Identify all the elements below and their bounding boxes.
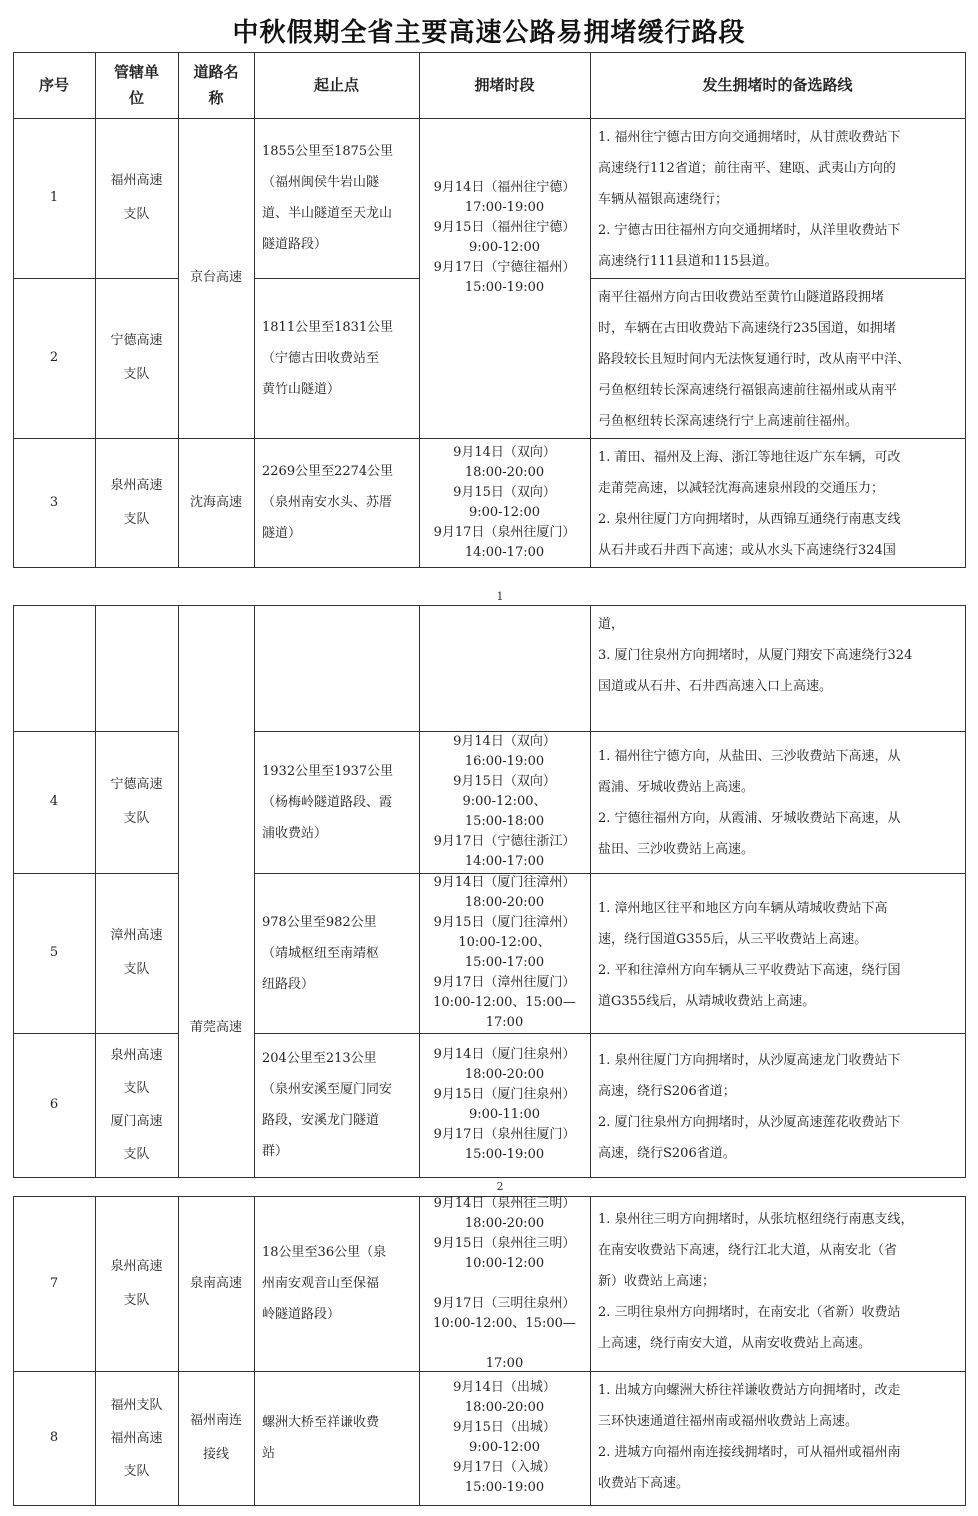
row-seq: 3 bbox=[49, 494, 59, 510]
row-unit: 泉州高速 支队 厦门高速 支队 bbox=[110, 1048, 163, 1162]
row-range: 螺洲大桥至祥谦收费 站 bbox=[262, 1415, 380, 1461]
header-time: 拥堵时段 bbox=[474, 76, 535, 94]
row-unit: 宁德高速 支队 bbox=[110, 777, 163, 826]
row-seq: 8 bbox=[49, 1430, 59, 1445]
row-road: 泉南高速 bbox=[189, 1275, 242, 1291]
row-road: 福州南连 接线 bbox=[189, 1413, 242, 1462]
merged-road-puguan: 莆莞高速 bbox=[189, 1020, 242, 1035]
row-route: 1. 泉州往厦门方向拥堵时，从沙厦高速龙门收费站下 高速，绕行S206省道； 2. 厦门往泉州方向拥堵时，从沙厦高速莲花收费站下 高速，绕行S206省道。 bbox=[598, 1053, 901, 1161]
row-unit: 福州高速 支队 bbox=[110, 173, 163, 222]
row-range: 204公里至213公里 （泉州安溪至厦门同安 路段，安溪龙门隧道 群） bbox=[262, 1051, 393, 1159]
header-road: 道路名称 bbox=[193, 63, 239, 107]
page-number: 2 bbox=[496, 1180, 504, 1193]
row-time: 9月14日（双向） 18:00-20:00 9月15日（双向） 9:00-12:00 9月17日（泉州往厦门） 14:00-17:00 bbox=[433, 444, 576, 560]
row-route: 1. 莆田、福州及上海、浙江等地往返广东车辆，可改 走莆莞高速，以减轻沈海高速泉州段的交通压力； 2. 泉州往厦门方向拥堵时，从西锦互通绕行南惠支线 从石井或石井西下高速；或从水头下高速绕行324国 bbox=[598, 450, 901, 558]
row-seq: 5 bbox=[49, 945, 59, 960]
row-unit: 泉州高速 支队 bbox=[110, 1258, 163, 1308]
row-seq: 1 bbox=[49, 190, 59, 205]
row-range: 1932公里至1937公里 （杨梅岭隧道路段、霞 浦收费站） bbox=[262, 763, 394, 841]
row-road: 沈海高速 bbox=[189, 494, 242, 510]
row-seq: 2 bbox=[49, 350, 59, 365]
row-route: 1. 泉州往三明方向拥堵时，从张坑枢纽绕行南惠支线， 在南安收费站下高速，绕行江北大道，从南安北（省 新）收费站上高速； 2. 三明往泉州方向拥堵时，在南安北（省新）收费站 上高速，绕行南安大道，从南安收费站上高速。 bbox=[598, 1212, 914, 1351]
row-seq: 4 bbox=[49, 794, 59, 809]
row-unit: 福州支队 福州高速 支队 bbox=[110, 1397, 163, 1479]
row-unit: 宁德高速 支队 bbox=[110, 333, 163, 382]
row-range: 1855公里至1875公里 （福州闽侯牛岩山隧 道、半山隧道至天龙山 隧道路段） bbox=[262, 144, 394, 252]
row-unit: 泉州高速 支队 bbox=[110, 477, 163, 527]
header-seq: 序号 bbox=[38, 76, 69, 94]
row-route: 1. 出城方向螺洲大桥往祥谦收费站方向拥堵时，改走 三环快速通道往福州南或福州收费站上高速。 2. 进城方向福州南连接线拥堵时，可从福州或福州南 收费站下高速。 bbox=[598, 1383, 901, 1491]
row-time: 9月14日（厦门往漳州） 18:00-20:00 9月15日（厦门往漳州） 10:00-12:00、 15:00-17:00 9月17日（漳州往厦门） 10:00-12:00、15:00— 17:00 bbox=[433, 875, 576, 1030]
merged-time-jingtai: 9月14日（福州往宁德） 17:00-19:00 9月15日（福州往宁德） 9:00-12:00 9月17日（宁德往福州） 15:00-19:00 bbox=[433, 180, 576, 295]
header-route: 发生拥堵时的备选路线 bbox=[702, 76, 853, 94]
row-unit: 漳州高速 支队 bbox=[110, 928, 163, 977]
row-route: 道， 3. 厦门往泉州方向拥堵时，从厦门翔安下高速绕行324 国道或从石井、石井西高速入口上高速。 bbox=[598, 617, 913, 694]
page-title: 中秋假期全省主要高速公路易拥堵缓行路段 bbox=[232, 18, 746, 48]
row-time: 9月14日（泉州往三明） 18:00-20:00 9月15日（泉州往三明） 10:00-12:00 9月17日（三明往泉州） 10:00-12:00、15:00— 17:00 bbox=[433, 1195, 576, 1371]
row-route: 1. 福州往宁德方向，从盐田、三沙收费站下高速，从 霞浦、牙城收费站上高速。 2. 宁德往福州方向，从霞浦、牙城收费站下高速，从 盐田、三沙收费站上高速。 bbox=[598, 749, 901, 857]
row-seq: 6 bbox=[49, 1097, 59, 1112]
row-seq: 7 bbox=[49, 1275, 59, 1291]
row-time: 9月14日（厦门往泉州） 18:00-20:00 9月15日（厦门往泉州） 9:00-11:00 9月17日（泉州往厦门） 15:00-19:00 bbox=[433, 1047, 576, 1162]
row-route: 1. 漳州地区往平和地区方向车辆从靖城收费站下高 速，绕行国道G355后，从三平收费站上高速。 2. 平和往漳州方向车辆从三平收费站下高速，绕行国 道G355线后，从靖城收费站上高速。 bbox=[598, 901, 901, 1009]
merged-road-jingtai: 京台高速 bbox=[189, 270, 242, 285]
row-range: 1811公里至1831公里 （宁德古田收费站至 黄竹山隧道） bbox=[262, 319, 394, 397]
row-time: 9月14日（出城） 18:00-20:00 9月15日（出城） 9:00-12:00 9月17日（入城） 15:00-19:00 bbox=[453, 1380, 556, 1495]
row-range: 978公里至982公里 （靖城枢纽至南靖枢 纽路段） bbox=[262, 914, 380, 992]
row-route: 1. 福州往宁德古田方向交通拥堵时，从甘蔗收费站下 高速绕行112省道；前往南平、建瓯、武夷山方向的 车辆从福银高速绕行； 2. 宁德古田往福州方向交通拥堵时，从洋里收费站下 高速绕行111县道和115县道。 bbox=[598, 130, 901, 269]
header-range: 起止点 bbox=[313, 76, 359, 94]
row-range: 2269公里至2274公里 （泉州南安水头、苏厝 隧道） bbox=[262, 464, 394, 541]
header-unit: 管辖单位 bbox=[113, 63, 159, 107]
page-number: 1 bbox=[496, 590, 504, 603]
row-route: 南平往福州方向古田收费站至黄竹山隧道路段拥堵 时，车辆在古田收费站下高速绕行235国道，如拥堵 路段较长且短时间内无法恢复通行时，改从南平中洋、 弓鱼枢纽转长深高速绕行福银高速前往福州或从南平 弓鱼枢纽转长深高速绕行宁上高速前往福州。 bbox=[598, 290, 911, 429]
row-time: 9月14日（双向） 16:00-19:00 9月15日（双向） 9:00-12:00、 15:00-18:00 9月17日（宁德往浙江） 14:00-17:00 bbox=[433, 734, 576, 869]
row-range: 18公里至36公里（泉 州南安观音山至保福 岭隧道路段） bbox=[262, 1245, 387, 1322]
